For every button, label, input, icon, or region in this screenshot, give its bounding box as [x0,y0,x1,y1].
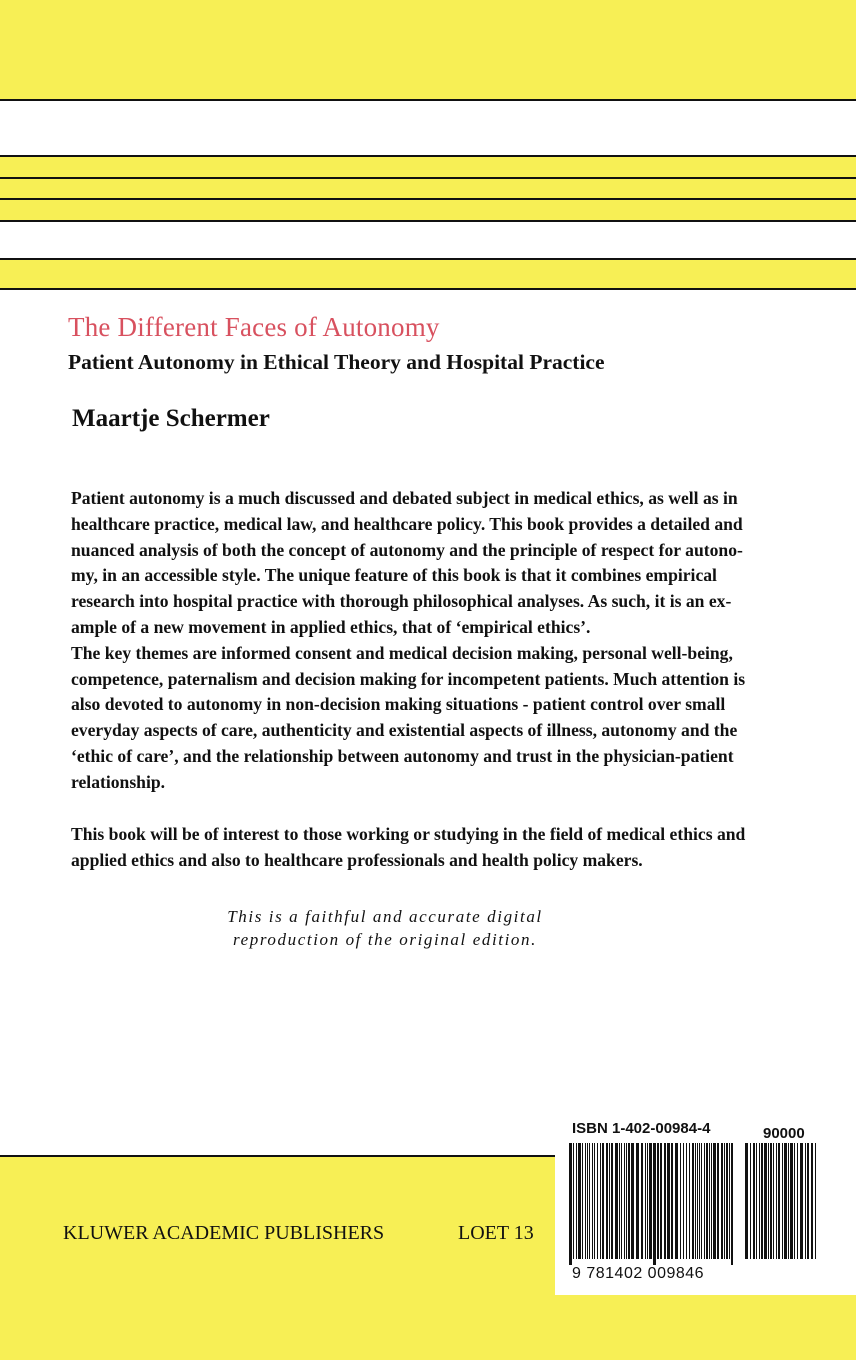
barcode-bar [649,1143,652,1259]
barcode-bar [576,1143,577,1259]
barcode-bar [699,1143,700,1259]
barcode-bar [664,1143,666,1259]
barcode-bar [585,1143,586,1259]
text-line: ‘ethic of care’, and the relationship between autonomy and trust in the physician-patient [71,745,734,766]
barcode-bar [667,1143,670,1259]
barcode-bar [631,1143,634,1259]
barcode-bar [689,1143,690,1259]
barcode-bar [645,1143,646,1259]
barcode-bar [636,1143,639,1259]
description-paragraph-1 [71,486,745,796]
barcode-bar [597,1143,598,1259]
barcode-bar [680,1143,681,1259]
text-line: Patient autonomy is a much discussed and debated subject in medical ethics, as well as in [71,488,738,508]
barcode-bar [609,1143,610,1259]
barcode-bar [788,1143,789,1259]
barcode-bar [628,1143,630,1259]
price-code: 90000 [763,1125,805,1142]
barcode-bar [686,1143,687,1259]
barcode-bar [695,1143,696,1259]
barcode-bar [759,1143,760,1259]
barcode-bar [731,1143,733,1265]
text-line: ample of a new movement in applied ethics, that of ‘empirical ethics’. [71,616,591,637]
barcode-bar [721,1143,723,1259]
barcode-bar [773,1143,774,1259]
barcode-bar [653,1143,656,1265]
barcode-bar [657,1143,659,1259]
isbn-label: ISBN 1-402-00984-4 [572,1120,711,1137]
addon-barcode [744,1143,818,1265]
barcode-bar [709,1143,710,1259]
barcode-bar [750,1143,751,1259]
text-line: research into hospital practice with thorough philosophical analyses. As such, it is an ex- [71,591,732,612]
barcode-bar [606,1143,608,1259]
barcode-bar [711,1143,712,1259]
barcode-bar [724,1143,725,1259]
barcode-bar [761,1143,763,1259]
barcode-bar [615,1143,618,1259]
text-line: healthcare practice, medical law, and healthcare policy. This book provides a detailed and [71,513,743,534]
text-line: also devoted to autonomy in non-decision making situations - patient control over small [71,694,726,715]
text-line: relationship. [71,771,166,792]
barcode-bar [683,1143,684,1259]
barcode-bar [800,1143,803,1259]
barcode-bar [717,1143,719,1259]
barcode-bar [753,1143,755,1259]
barcode-bar [729,1143,730,1259]
barcode-bar [811,1143,813,1259]
barcode-bar [573,1143,574,1259]
barcode-bar [626,1143,627,1259]
barcode-bar [706,1143,708,1259]
barcode-bar [569,1143,572,1265]
barcode-bar [602,1143,604,1259]
text-line: my, in an accessible style. The unique feature of this book is that it combines empirical [71,565,717,586]
barcode-bar [621,1143,622,1259]
author-name: Maartje Schermer [72,405,270,432]
reproduction-note [220,905,550,951]
barcode-bar [578,1143,581,1259]
barcode-bar [619,1143,620,1259]
barcode-bar [692,1143,694,1259]
note-line-1: This is a faithful and accurate digital [227,907,543,926]
stripe-yellow-3 [0,200,856,220]
barcode-bar [807,1143,809,1259]
top-rule-7 [0,288,856,290]
top-yellow-band [0,0,856,100]
barcode-bar [726,1143,728,1259]
barcode-bar [776,1143,777,1259]
barcode-bar [594,1143,595,1259]
barcode-bar [784,1143,787,1259]
barcode-bar [790,1143,793,1259]
description-paragraph-2 [71,822,745,874]
text-line: applied ethics and also to healthcare professionals and health policy makers. [71,849,643,870]
text-line: competence, paternalism and decision making for incompetent patients. Much attention is [71,668,746,689]
barcode-panel [555,1115,856,1295]
barcode-bar [660,1143,662,1259]
barcode-bar [701,1143,702,1259]
barcode-bar [794,1143,795,1259]
text-line: everyday aspects of care, authenticity and existential aspects of illness, autonomy and the [71,720,738,741]
stripe-yellow-1 [0,157,856,177]
ean-barcode [568,1143,736,1265]
book-title: The Different Faces of Autonomy [68,312,440,342]
series-number: LOET 13 [458,1222,534,1244]
barcode-bar [647,1143,648,1259]
text-line: This book will be of interest to those working or studying in the field of medical ethics and [71,824,746,844]
barcode-bar [764,1143,767,1259]
barcode-bar [778,1143,780,1259]
barcode-bar [756,1143,757,1259]
barcode-bar [587,1143,588,1259]
barcode-bar [745,1143,748,1259]
barcode-bar [805,1143,806,1259]
publisher-name: KLUWER ACADEMIC PUBLISHERS [63,1222,385,1244]
barcode-bar [611,1143,613,1259]
barcode-bar [582,1143,583,1259]
barcode-bar [589,1143,590,1259]
book-subtitle: Patient Autonomy in Ethical Theory and Hospital Practice [68,350,605,374]
top-rule-5 [0,220,856,222]
barcode-bar [671,1143,673,1259]
barcode-bar [600,1143,601,1259]
barcode-bar [592,1143,593,1259]
text-line: nuanced analysis of both the concept of autonomy and the principle of respect for autono- [71,539,743,560]
barcode-bar [704,1143,705,1259]
barcode-bar [697,1143,698,1259]
barcode-bar [713,1143,716,1259]
stripe-yellow-2 [0,179,856,198]
ean-digits: 9 781402 009846 [572,1265,705,1282]
barcode-bar [797,1143,798,1259]
stripe-yellow-4 [0,260,856,288]
barcode-bar [624,1143,625,1259]
note-line-2: reproduction of the original edition. [233,930,537,949]
text-line: The key themes are informed consent and medical decision making, personal well-being, [71,642,733,663]
top-rule-1 [0,99,856,101]
barcode-bar [770,1143,772,1259]
barcode-bar [815,1143,816,1259]
barcode-bar [675,1143,678,1259]
barcode-bar [782,1143,783,1259]
barcode-bar [768,1143,769,1259]
barcode-bar [641,1143,643,1259]
